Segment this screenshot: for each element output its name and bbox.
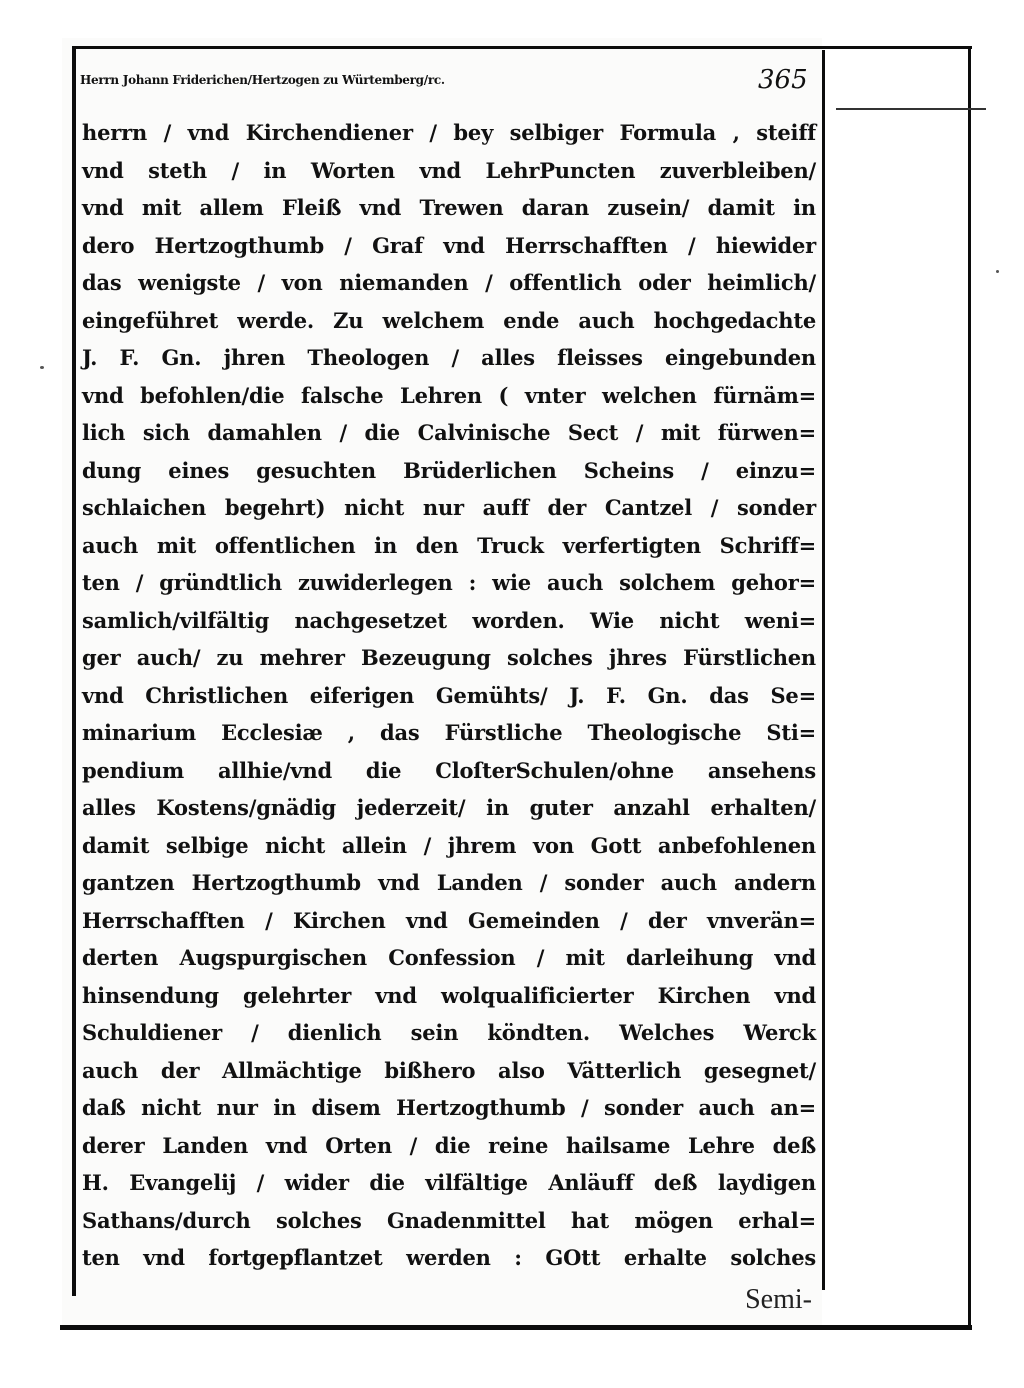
text-line: derten Augspurgischen Confession / mit darleihung vnd — [82, 945, 816, 970]
body-text — [82, 114, 816, 1277]
text-line: vnd mit allem Fleiß vnd Trewen daran zusein/ damit in — [82, 195, 816, 220]
text-line: vnd befohlen/die falsche Lehren ( vnter welchen fürnäm= — [82, 382, 816, 408]
text-line: damit selbige nicht allein / jhrem von Gott anbefohlenen — [82, 832, 816, 858]
frame-bottom-rule — [60, 1325, 972, 1330]
text-line: hinsendung gelehrter vnd wolqualificierter Kirchen vnd — [82, 982, 816, 1008]
ink-speck — [996, 270, 999, 273]
frame-right-rule — [822, 50, 825, 1290]
text-line: auch mit offentlichen in den Truck verfertigten Schriff= — [82, 532, 816, 558]
catchword: Semi- — [745, 1284, 812, 1315]
text-line: schlaichen begehrt) nicht nur auff der Cantzel / sonder — [82, 495, 816, 520]
page-number: 365 — [758, 65, 808, 95]
running-header: Herrn Johann Friderichen/Hertzogen zu Würtemberg/rc. — [80, 73, 445, 87]
frame-top-rule — [72, 46, 972, 49]
text-line: vnd Christlichen eiferigen Gemühts/ J. F. Gn. das Se= — [82, 682, 816, 708]
text-line: pendium allhie/vnd die CloſterSchulen/ohne ansehens — [82, 757, 816, 783]
text-line: ten vnd fortgepflantzet werden : GOtt erhalte solches — [82, 1245, 816, 1270]
text-line: J. F. Gn. jhren Theologen / alles fleisses eingebunden — [82, 345, 816, 370]
text-line: ten / gründtlich zuwiderlegen : wie auch solchem gehor= — [82, 570, 816, 595]
text-line: vnd steth / in Worten vnd LehrPuncten zuverbleiben/ — [82, 157, 816, 183]
text-line: derer Landen vnd Orten / die reine hailsame Lehre deß — [82, 1132, 816, 1158]
text-line: das wenigste / von niemanden / offentlich oder heimlich/ — [82, 270, 816, 295]
text-line: eingeführet werde. Zu welchem ende auch hochgedachte — [82, 307, 816, 333]
frame-far-right-rule — [968, 46, 971, 1330]
text-line: herrn / vnd Kirchendiener / bey selbiger Formula , steiff — [82, 120, 816, 145]
text-line: H. Evangelij / wider die vilfältige Anläuff deß laydigen — [82, 1170, 816, 1195]
text-line: gantzen Hertzogthumb vnd Landen / sonder auch andern — [82, 870, 816, 895]
frame-left-rule — [72, 46, 76, 1296]
text-line: daß nicht nur in disem Hertzogthumb / sonder auch an= — [82, 1095, 816, 1120]
text-line: alles Kostens/gnädig jederzeit/ in guter anzahl erhalten/ — [82, 795, 816, 820]
text-line: dero Hertzogthumb / Graf vnd Herrschafften / hiewider — [82, 232, 816, 258]
text-line: Herrschafften / Kirchen vnd Gemeinden / der vnverän= — [82, 907, 816, 933]
text-line: auch der Allmächtige bißhero also Vätterlich gesegnet/ — [82, 1057, 816, 1083]
text-line: minarium Ecclesiæ , das Fürstliche Theologische Sti= — [82, 720, 816, 745]
text-line: ger auch/ zu mehrer Bezeugung solches jhres Fürstlichen — [82, 645, 816, 670]
text-line: samlich/vilfältig nachgesetzet worden. Wie nicht weni= — [82, 607, 816, 633]
text-line: dung eines gesuchten Brüderlichen Scheins / einzu= — [82, 457, 816, 483]
margin-rule — [836, 108, 986, 110]
ink-speck — [40, 366, 44, 369]
text-line: Sathans/durch solches Gnadenmittel hat mögen erhal= — [82, 1207, 816, 1233]
text-line: lich sich damahlen / die Calvinische Sect / mit fürwen= — [82, 420, 816, 445]
text-line: Schuldiener / dienlich sein köndten. Welches Werck — [82, 1020, 816, 1045]
